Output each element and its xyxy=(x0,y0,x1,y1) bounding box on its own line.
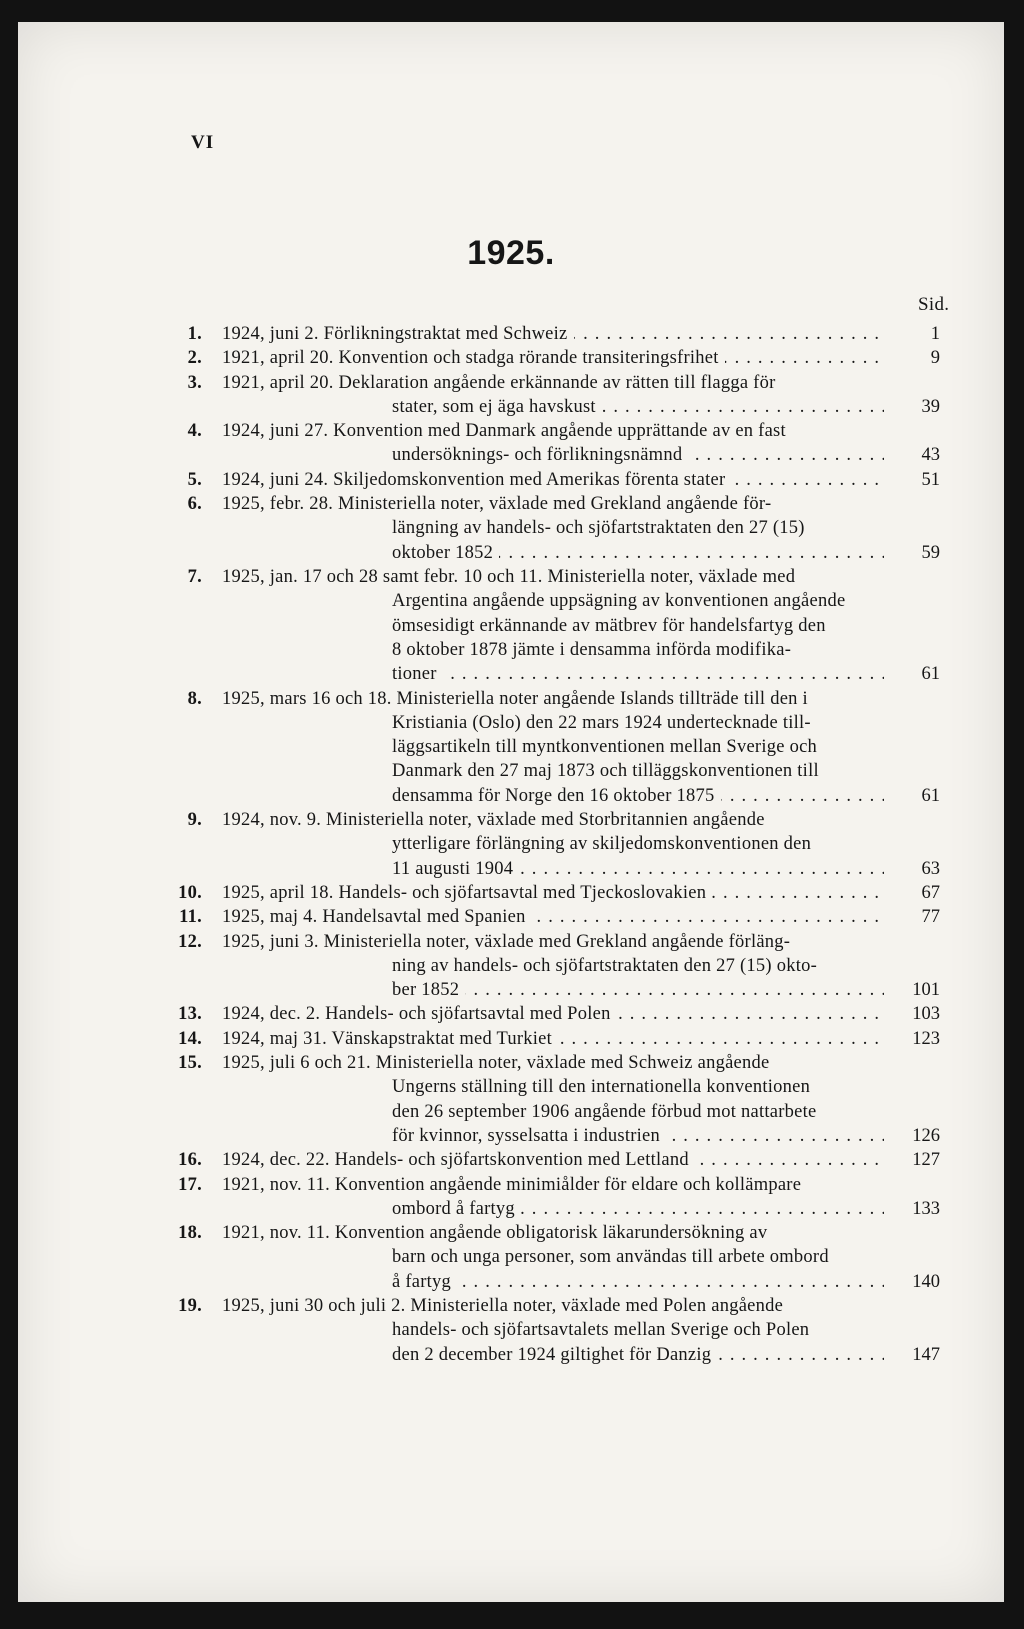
toc-entry xyxy=(18,930,1004,1003)
entry-title-line xyxy=(222,1027,940,1051)
entry-continuation-line xyxy=(392,735,940,759)
entry-text: 1925, juni 30 och juli 2. Ministeriella noter, växlade med Polen angående xyxy=(222,1296,789,1316)
entry-number: 2. xyxy=(187,348,202,369)
entry-number: 9. xyxy=(187,810,202,830)
entry-page-number: 9 xyxy=(884,346,940,370)
entry-title-line xyxy=(222,565,940,589)
entry-text: Ungerns ställning till den internationella konventionen xyxy=(392,1077,816,1097)
entry-number: 5. xyxy=(187,469,202,490)
entry-text: 11 augusti 1904 xyxy=(392,859,519,879)
entry-continuation-line xyxy=(392,638,940,662)
entry-text: Argentina angående uppsägning av konventionen angående xyxy=(392,591,851,611)
entry-continuation-line xyxy=(392,662,940,686)
entry-text: Danmark den 27 maj 1873 och tilläggskonventionen till xyxy=(392,761,825,781)
toc-entry xyxy=(18,687,1004,809)
entry-continuation-line xyxy=(392,784,940,808)
entry-page-number: 63 xyxy=(884,857,940,881)
entry-continuation-line xyxy=(392,1100,940,1124)
entry-number: 12. xyxy=(178,931,202,952)
entry-text: för kvinnor, sysselsatta i industrien xyxy=(392,1126,666,1146)
toc-entry xyxy=(18,881,1004,905)
entry-text: handels- och sjöfartsavtalets mellan Sverige och Polen xyxy=(392,1320,815,1340)
entry-text: 1924, juni 27. Konvention med Danmark angående upprättande av en fast xyxy=(222,421,792,441)
entry-page-number: 147 xyxy=(884,1343,940,1367)
toc-entry xyxy=(18,468,1004,492)
entry-title-line xyxy=(222,881,940,905)
entry-title-line xyxy=(222,1002,940,1026)
entry-text: å fartyg xyxy=(392,1272,457,1292)
entry-page-number: 43 xyxy=(884,443,940,467)
entry-text: 1921, april 20. Konvention och stadga rörande transiteringsfrihet xyxy=(222,348,725,368)
entry-page-number: 140 xyxy=(884,1270,940,1294)
entry-page-number: 51 xyxy=(884,468,940,492)
toc-entry xyxy=(18,1294,1004,1367)
toc-entry xyxy=(18,905,1004,929)
entry-title-line xyxy=(222,492,940,516)
entry-number: 19. xyxy=(178,1296,202,1316)
entry-continuation-line xyxy=(392,1343,940,1367)
entry-continuation-line xyxy=(392,832,940,856)
entry-text: 1921, april 20. Deklaration angående erkännande av rätten till flagga för xyxy=(222,373,782,393)
entry-text: undersöknings- och förlikningsnämnd xyxy=(392,445,688,465)
entry-text: 1925, jan. 17 och 28 samt febr. 10 och 11. Ministeriella noter, växlade med xyxy=(222,567,801,587)
entry-continuation-line xyxy=(392,1318,940,1342)
entry-page-number: 59 xyxy=(884,541,940,565)
toc-entry xyxy=(18,565,1004,687)
entry-number: 13. xyxy=(178,1004,202,1025)
entry-text: 1925, juli 6 och 21. Ministeriella noter, växlade med Schweiz angående xyxy=(222,1053,775,1073)
entry-title-line xyxy=(222,687,940,711)
entry-page-number: 123 xyxy=(884,1027,940,1051)
entry-title-line xyxy=(222,419,940,443)
entry-title-line xyxy=(222,468,940,492)
document-page xyxy=(18,22,1004,1602)
entry-page-number: 39 xyxy=(884,395,940,419)
entry-page-number: 1 xyxy=(884,322,940,346)
toc-entry xyxy=(18,1148,1004,1172)
entry-continuation-line xyxy=(392,443,940,467)
entry-number: 16. xyxy=(178,1150,202,1171)
entry-text: Kristiania (Oslo) den 22 mars 1924 undertecknade till- xyxy=(392,713,817,733)
entry-text: densamma för Norge den 16 oktober 1875 xyxy=(392,786,721,806)
entry-title-line xyxy=(222,1148,940,1172)
toc-entry xyxy=(18,492,1004,565)
entry-page-number: 103 xyxy=(884,1002,940,1026)
entry-title-line xyxy=(222,322,940,346)
entry-page-number: 101 xyxy=(884,978,940,1002)
entry-text: 1924, maj 31. Vänskapstraktat med Turkiet xyxy=(222,1029,558,1049)
entry-text: 1925, maj 4. Handelsavtal med Spanien xyxy=(222,907,532,927)
entry-continuation-line xyxy=(392,1197,940,1221)
entry-title-line xyxy=(222,808,940,832)
entry-text: barn och unga personer, som användas till arbete ombord xyxy=(392,1247,835,1267)
entry-text: stater, som ej äga havskust xyxy=(392,397,602,417)
entry-text: 1925, april 18. Handels- och sjöfartsavtal med Tjeckoslovakien xyxy=(222,883,712,903)
entry-number: 7. xyxy=(187,567,202,587)
toc-entry xyxy=(18,419,1004,468)
toc-entry xyxy=(18,1221,1004,1294)
entry-page-number: 126 xyxy=(884,1124,940,1148)
table-of-contents xyxy=(18,22,1004,1602)
entry-number: 15. xyxy=(178,1053,202,1073)
entry-continuation-line xyxy=(392,978,940,1002)
toc-entry xyxy=(18,322,1004,346)
entry-continuation-line xyxy=(392,857,940,881)
toc-entry xyxy=(18,1173,1004,1222)
entry-continuation-line xyxy=(392,954,940,978)
entry-number: 1. xyxy=(187,324,202,344)
entry-text: den 2 december 1924 giltighet för Danzig xyxy=(392,1345,717,1365)
entry-number: 3. xyxy=(187,372,202,393)
entry-text: tioner xyxy=(392,664,443,684)
entry-text: den 26 september 1906 angående förbud mot nattarbete xyxy=(392,1102,822,1122)
entry-continuation-line xyxy=(392,614,940,638)
entry-text: 1925, mars 16 och 18. Ministeriella noter angående Islands tillträde till den i xyxy=(222,689,814,709)
entry-title-line xyxy=(222,1051,940,1075)
entry-text: 1924, dec. 2. Handels- och sjöfartsavtal med Polen xyxy=(222,1004,617,1024)
entry-text: oktober 1852 xyxy=(392,543,499,563)
entry-title-line xyxy=(222,371,940,395)
entry-text: 1921, nov. 11. Konvention angående obligatorisk läkarundersökning av xyxy=(222,1223,773,1243)
toc-entry xyxy=(18,371,1004,420)
toc-entry xyxy=(18,1002,1004,1026)
entry-continuation-line xyxy=(392,759,940,783)
toc-entry xyxy=(18,808,1004,881)
entry-title-line xyxy=(222,1173,940,1197)
entry-number: 8. xyxy=(187,688,202,709)
entry-number: 18. xyxy=(178,1223,202,1244)
entry-text: 1924, dec. 22. Handels- och sjöfartskonvention med Lettland xyxy=(222,1150,695,1170)
toc-entry xyxy=(18,346,1004,370)
entry-continuation-line xyxy=(392,1270,940,1294)
entry-continuation-line xyxy=(392,395,940,419)
entry-continuation-line xyxy=(392,541,940,565)
entry-text: 1924, nov. 9. Ministeriella noter, växlade med Storbritannien angående xyxy=(222,810,771,830)
entry-text: läggsartikeln till myntkonventionen mellan Sverige och xyxy=(392,737,823,757)
entry-text: ytterligare förlängning av skiljedomskonventionen den xyxy=(392,834,817,854)
entry-continuation-line xyxy=(392,516,940,540)
entry-continuation-line xyxy=(392,1124,940,1148)
entry-page-number: 127 xyxy=(884,1148,940,1172)
page-number: VI xyxy=(191,132,215,153)
entry-number: 4. xyxy=(187,421,202,442)
toc-entry xyxy=(18,1051,1004,1148)
entry-continuation-line xyxy=(392,589,940,613)
entry-title-line xyxy=(222,930,940,954)
entry-title-line xyxy=(222,905,940,929)
entry-text: längning av handels- och sjöfartstraktaten den 27 (15) xyxy=(392,518,811,538)
entry-number: 14. xyxy=(178,1028,202,1049)
entry-number: 6. xyxy=(187,494,202,515)
toc-entry xyxy=(18,1027,1004,1051)
entry-text: 1925, juni 3. Ministeriella noter, växlade med Grekland angående förläng- xyxy=(222,932,796,952)
entry-page-number: 77 xyxy=(884,905,940,929)
entry-text: ber 1852 xyxy=(392,980,465,1000)
year-heading: 1925. xyxy=(467,234,555,272)
entry-title-line xyxy=(222,1294,940,1318)
entry-number: 11. xyxy=(179,907,202,928)
entry-text: 1924, juni 2. Förlikningstraktat med Schweiz xyxy=(222,324,574,344)
entry-continuation-line xyxy=(392,1245,940,1269)
entry-text: 1921, nov. 11. Konvention angående minimiålder för eldare och kollämpare xyxy=(222,1175,807,1195)
entry-text: ombord å fartyg xyxy=(392,1199,521,1219)
entry-continuation-line xyxy=(392,711,940,735)
entry-text: 1925, febr. 28. Ministeriella noter, växlade med Grekland angående för- xyxy=(222,494,777,514)
entry-title-line xyxy=(222,1221,940,1245)
entry-page-number: 61 xyxy=(884,662,940,686)
entry-title-line xyxy=(222,346,940,370)
entry-text: ning av handels- och sjöfartstraktaten den 27 (15) okto- xyxy=(392,956,823,976)
entry-page-number: 61 xyxy=(884,784,940,808)
entry-continuation-line xyxy=(392,1075,940,1099)
sid-column-label: Sid. xyxy=(918,294,950,315)
entry-text: ömsesidigt erkännande av mätbrev för handelsfartyg den xyxy=(392,616,832,636)
entry-page-number: 133 xyxy=(884,1197,940,1221)
entry-number: 17. xyxy=(178,1174,202,1195)
entry-text: 1924, juni 24. Skiljedomskonvention med Amerikas förenta stater xyxy=(222,470,731,490)
entry-text: 8 oktober 1878 jämte i densamma införda modifika- xyxy=(392,640,797,660)
entry-number: 10. xyxy=(178,882,202,903)
entry-page-number: 67 xyxy=(884,881,940,905)
